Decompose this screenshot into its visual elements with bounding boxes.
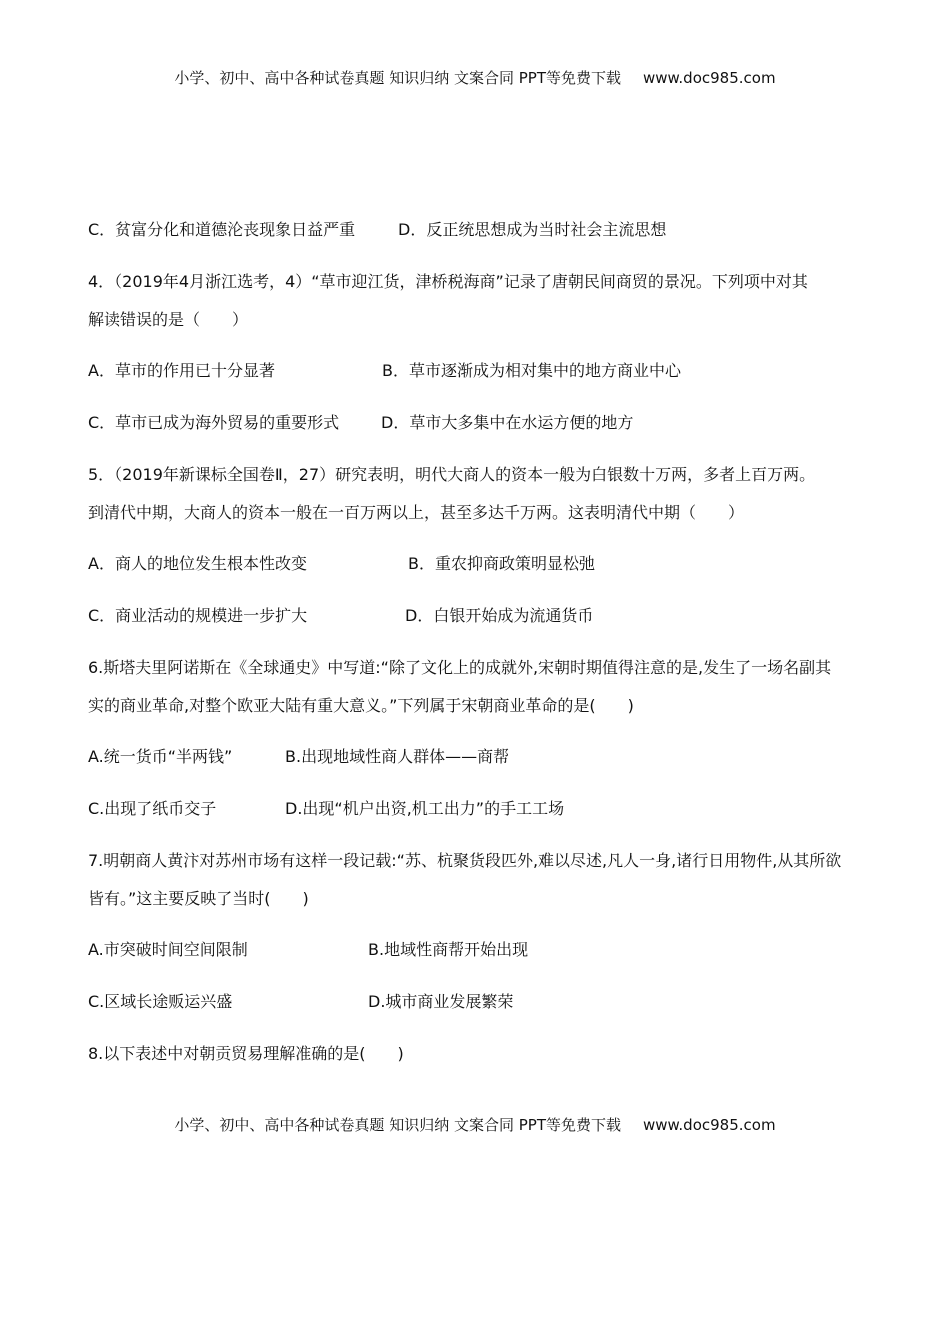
q7-option-c: C.区域长途贩运兴盛 bbox=[88, 992, 233, 1011]
q5-option-c: C．商业活动的规模进一步扩大 bbox=[88, 606, 308, 625]
q7-option-b: B.地域性商帮开始出现 bbox=[368, 940, 529, 959]
q5-stem-line2: 到清代中期，大商人的资本一般在一百万两以上，甚至多达千万两。这表明清代中期（ ） bbox=[88, 503, 745, 522]
q5-option-d: D．白银开始成为流通货币 bbox=[405, 606, 594, 625]
q3-option-d: D．反正统思想成为当时社会主流思想 bbox=[398, 220, 667, 239]
q4-option-c: C．草市已成为海外贸易的重要形式 bbox=[88, 413, 340, 432]
footer-url[interactable]: www.doc985.com bbox=[642, 1116, 776, 1134]
q7-stem-line2: 皆有。”这主要反映了当时( ) bbox=[88, 889, 309, 908]
q4-stem-line2: 解读错误的是（ ） bbox=[88, 310, 249, 329]
q6-stem-line1: 6.斯塔夫里阿诺斯在《全球通史》中写道:“除了文化上的成就外,宋朝时期值得注意的是,发生了一场名副其 bbox=[88, 658, 832, 677]
q5-option-b: B．重农抑商政策明显松弛 bbox=[408, 554, 595, 573]
q5-option-a: A．商人的地位发生根本性改变 bbox=[88, 554, 307, 573]
q6-option-b: B.出现地域性商人群体——商帮 bbox=[285, 747, 510, 766]
q3-option-c: C．贫富分化和道德沦丧现象日益严重 bbox=[88, 220, 356, 239]
q6-option-d: D.出现“机户出资,机工出力”的手工工场 bbox=[285, 799, 565, 818]
q7-option-d: D.城市商业发展繁荣 bbox=[368, 992, 514, 1011]
q6-option-a: A.统一货币“半两钱” bbox=[88, 747, 233, 766]
q4-option-d: D．草市大多集中在水运方便的地方 bbox=[381, 413, 634, 432]
header-text: 小学、初中、高中各种试卷真题 知识归纳 文案合同 PPT等免费下载 bbox=[174, 69, 621, 87]
q7-stem-line1: 7.明朝商人黄汴对苏州市场有这样一段记载:“苏、杭聚货段匹外,难以尽述,凡人一身,诸行日用物件,从其所欲 bbox=[88, 851, 842, 870]
page-footer bbox=[0, 1115, 950, 1135]
q7-option-a: A.市突破时间空间限制 bbox=[88, 940, 248, 959]
q4-option-a: A．草市的作用已十分显著 bbox=[88, 361, 275, 380]
footer-text: 小学、初中、高中各种试卷真题 知识归纳 文案合同 PPT等免费下载 bbox=[174, 1116, 621, 1134]
q8-stem-line1: 8.以下表述中对朝贡贸易理解准确的是( ) bbox=[88, 1044, 404, 1063]
q6-option-c: C.出现了纸币交子 bbox=[88, 799, 217, 818]
q4-stem-line1: 4．（2019年4月浙江选考，4）“草市迎江货，津桥税海商”记录了唐朝民间商贸的景况。下列项中对其 bbox=[88, 272, 808, 291]
q5-stem-line1: 5．（2019年新课标全国卷Ⅱ，27）研究表明，明代大商人的资本一般为白银数十万两，多者上百万两。 bbox=[88, 465, 816, 484]
header-url[interactable]: www.doc985.com bbox=[642, 69, 776, 87]
page-header bbox=[0, 68, 950, 88]
q6-stem-line2: 实的商业革命,对整个欧亚大陆有重大意义。”下列属于宋朝商业革命的是( ) bbox=[88, 696, 634, 715]
q4-option-b: B．草市逐渐成为相对集中的地方商业中心 bbox=[382, 361, 681, 380]
